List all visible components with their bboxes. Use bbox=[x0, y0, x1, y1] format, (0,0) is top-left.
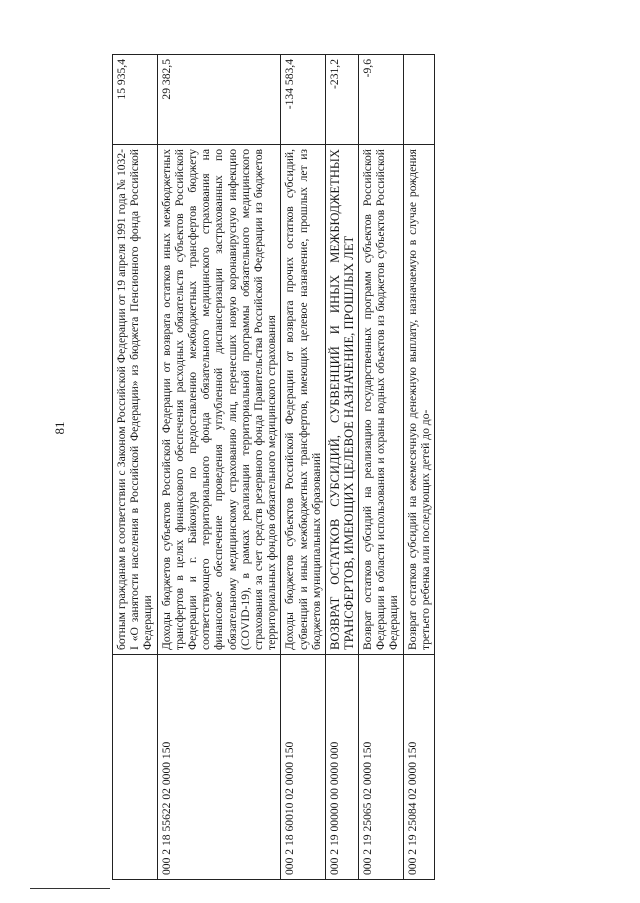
row-code: 000 2 19 25065 02 0000 150 bbox=[359, 655, 404, 880]
budget-revenue-table bbox=[112, 54, 435, 880]
row-code: 000 2 19 00000 00 0000 000 bbox=[326, 655, 359, 880]
row-name: Доходы бюджетов субъектов Российской Федерации от возврата остатков иных межбюджетных трансфертов в целях финансового обеспечения расходных обязательств субъектов Российской Федерации и г. Байконура по предоставлению межбюджетных трансфертов бюджету соответствующего территориального фонда обязательного медицинского страхования на финансовое обеспечение проведения углубленной диспансеризации застрахованных по обязательному медицинскому страхованию лиц, перенесших новую коронавирусную инфекцию (COVID-19), в рамках реализации территориальной программы обязательного медицинского страхования за счет средств резервного фонда Правительства Российской Федерации из бюджетов территориальных фондов обязательного медицинского страхования bbox=[157, 145, 281, 655]
row-amount: -9,6 bbox=[359, 55, 404, 145]
row-amount: -231,2 bbox=[326, 55, 359, 145]
row-amount: 29 382,5 bbox=[157, 55, 281, 145]
footnote-rule bbox=[30, 888, 110, 889]
row-code: 000 2 18 55622 02 0000 150 bbox=[157, 655, 281, 880]
row-code bbox=[113, 655, 158, 880]
budget-table-container bbox=[112, 55, 612, 880]
row-code: 000 2 18 60010 02 0000 150 bbox=[281, 655, 326, 880]
table-row bbox=[359, 55, 404, 880]
table-row bbox=[281, 55, 326, 880]
row-code: 000 2 19 25084 02 0000 150 bbox=[403, 655, 434, 880]
row-amount bbox=[403, 55, 434, 145]
page-number: 81 bbox=[52, 421, 67, 435]
table-row bbox=[157, 55, 281, 880]
row-amount: -134 583,4 bbox=[281, 55, 326, 145]
table-row bbox=[326, 55, 359, 880]
table-row bbox=[403, 55, 434, 880]
row-name: ботным гражданам в соответствии с Законом Российской Федерации от 19 апреля 1991 года № 1032-I «О занятости населения в Российской Федерации» из бюджета Пенсионного фонда Российской Федерации bbox=[113, 145, 158, 655]
row-name: Доходы бюджетов субъектов Российской Федерации от возврата прочих остатков субсидий, субвенций и иных межбюджетных трансфертов, имеющих целевое назначение, прошлых лет из бюджетов муниципальных образований bbox=[281, 145, 326, 655]
table-row bbox=[113, 55, 158, 880]
row-name: Возврат остатков субсидий на ежемесячную денежную выплату, назначаемую в случае рождения третьего ребенка или последующих детей до до- bbox=[403, 145, 434, 655]
row-name: ВОЗВРАТ ОСТАТКОВ СУБСИДИЙ, СУБВЕНЦИЙ И ИНЫХ МЕЖБЮДЖЕТНЫХ ТРАНСФЕРТОВ, ИМЕЮЩИХ ЦЕЛЕВОЕ НАЗНАЧЕНИЕ, ПРОШЛЫХ ЛЕТ bbox=[326, 145, 359, 655]
row-name: Возврат остатков субсидий на реализацию государственных программ субъектов Российской Федерации в области использования и охраны водных объектов из бюджетов субъектов Российской Федерации bbox=[359, 145, 404, 655]
row-amount: 15 935,4 bbox=[113, 55, 158, 145]
